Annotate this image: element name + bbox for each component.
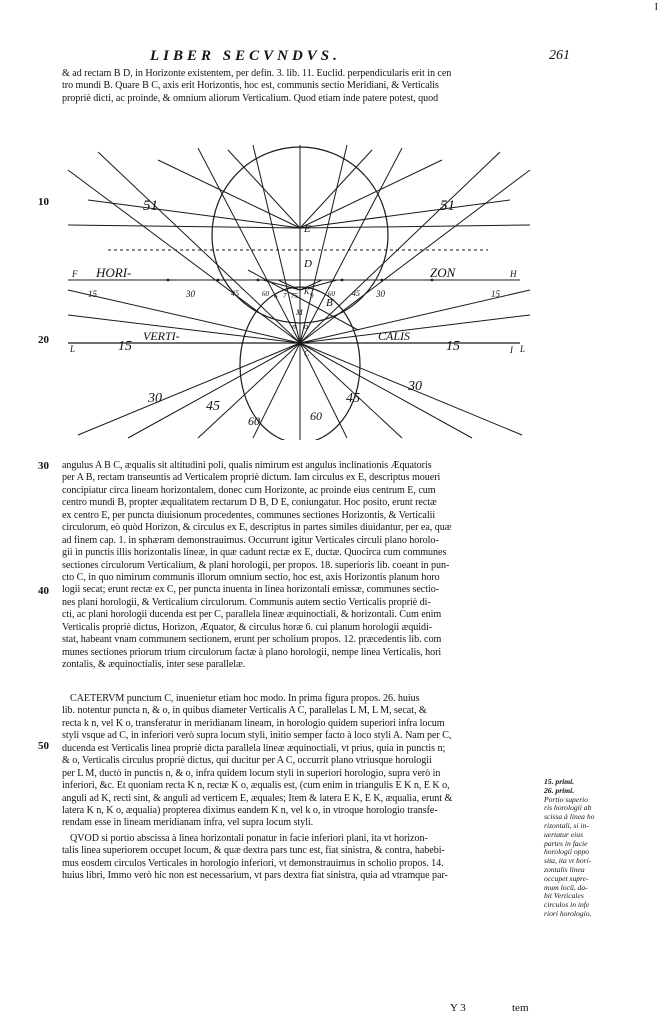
text-line: concipiatur circa lineam horizontalem, donec cum Horizonte, ac proinde eius centrum E, cum [62,484,436,496]
text-line: sectiones circulorum Verticalium, & plani horologii, per propos. 18. superioris lib. coeant in pun- [62,559,450,571]
margin-note-line: ris horologii ab [544,803,592,813]
text-line: stat, habeant vnam communem sectionem, erunt per scholium propos. 12. præcedentis lib. com [62,634,442,646]
label-t15-right: 15 [446,339,460,354]
second-paragraph [62,693,532,830]
label-60-left: 60 [262,290,269,298]
text-line: QVOD si portio abscissa à linea horizontali ponatur in facie inferiori plani, ita vt horizon- [70,833,428,844]
label-60-right: 60 [328,290,335,298]
page-number: 261 [549,48,570,63]
text-line: inferiori, &c. Et quoniam recta K n, rectæ K o, æqualis est, (cum enim in triangulis E K n, E K o, [62,780,450,792]
line-number-40: 40 [38,585,49,597]
label-i: I [510,345,513,355]
text-line: ad finem cap. 1. in sphæram demonstrauimus. Occurrunt igitur Verticales circuli plano horolo- [62,534,439,546]
label-30-right: 30 [376,289,385,299]
label-h: H [510,269,517,279]
text-line: styli vsque ad C, in inferiori verò supra locum styli, initio semper facto à loco styli A. Nam per C, [62,730,452,742]
margin-ref: 15. primi. [544,777,575,786]
label-51-left: 51 [143,198,158,214]
text-line: anguli ad K, recti sint, & anguli ad verticem E, æquales; Item & latera E K, E K, æqualia, erunt & [62,792,453,804]
text-line: tro mundi B. Quare B C, axis erit Horizontis, hoc est, communis sectio Meridiani, & Verticalis [62,80,439,92]
label-t15-left: 15 [118,339,132,354]
third-paragraph [62,833,532,883]
line-number-50: 50 [38,740,49,752]
line-number-10: 10 [38,196,49,208]
catchword: tem [512,1002,529,1014]
label-b: B [326,297,333,309]
text-line: recta k n, vel K o, transferatur in meridianam lineam, in horologio quidem superiori infra locum [62,717,445,729]
margin-note-line: zontalis linea [544,864,585,874]
label-m: M [296,308,303,317]
text-line: huius libri, Immo verò hic non est necessarium, vt pars dextra fiat sinistra, quia ad vtramque par- [62,870,448,882]
label-t60-right: 60 [310,409,322,423]
label-t45-left: 45 [206,399,220,414]
margin-note-line: riori horologio. [544,908,592,918]
text-line: centro mundi B, propter æqualitatem rectarum D B, D E, coniungatur. Hoc posito, erunt rectæ [62,497,437,509]
label-l-right: L [520,344,526,354]
label-t60-left: 60 [248,414,260,428]
text-line: nes plani horologii, & Verticalium circulorum. Communis autem sectio Verticalis propriè di- [62,596,431,608]
margin-note-line: bit Verticales [544,891,584,901]
label-k: K [304,287,310,296]
label-6: 6 [274,292,278,300]
label-n: n [292,322,296,331]
margin-note-line: occupet supre- [544,873,589,883]
text-line: lib. notentur puncta n, & o, in quibus diameter Verticalis A C, parallelas L M, L M, secat, & [62,705,427,717]
label-l-left: L [70,344,76,354]
text-line: & o, Verticalis circulus propriè dictus, qui ducitur per A C, occurrit plano vtriusque horologii [62,755,432,767]
margin-ref: 26. primi. [544,785,575,795]
label-calis: CALIS [378,329,411,343]
label-e: E [304,223,311,235]
text-line: Verticalis propriè dictus, Horizon, Æquator, & circulus horæ 6. cui planum horologii æquidi- [62,621,433,633]
label-45-left: 45 [231,289,239,298]
margin-note-line: mum locū, da- [544,882,588,892]
label-verti: VERTI- [143,329,180,343]
label-c: C [304,349,310,358]
signature-mark: Y 3 [450,1002,466,1014]
text-line: munes sectiones priorum trium circulorum factæ à plano horologii, nempe linea Verticalis, hori [62,646,442,658]
margin-note-line: sita, ita vt hori- [544,856,592,866]
label-d: D [304,258,312,270]
margin-note-line: horologii oppo [544,847,590,857]
text-line: logii secat; erunt rectæ ex C, per puncta inuenta in linea horizontali emissæ, communes sectio- [62,584,440,596]
label-7: 7 [283,292,287,300]
text-line: mus eosdem circulos Verticales in horologio inferiori, vt demonstrauimus in scholio propos. 14. [62,857,444,869]
text-line: latera K n, K o, æqualia) propterea diximus eandem K n, vel k o, in vtroque horologio transfe- [62,804,438,816]
text-line: circulorum, eò quòd Horizon, & circulus ex E, descriptus in partes similes diuidantur, per ea, quæ [62,522,452,534]
label-hori: HORI- [96,265,132,280]
text-line: CAETERVM punctum C, inuenietur etiam hoc modo. In prima figura propos. 26. huius [70,693,420,704]
text-line: per A B, rectam transeuntis ad Verticalem propriè dictum. Iam circulus ex E, descriptus moueri [62,472,441,484]
margin-note-line: circulos in infe [544,900,590,910]
label-75: 75 [291,292,298,300]
text-line: cto C, in quo nimirum communis illorum omnium sectio, hoc est, axis Horizontis planum horo [62,571,440,583]
intro-paragraph [62,68,532,105]
margin-note [544,778,624,919]
margin-note-line: Portio superio [544,794,589,804]
label-f: F [72,269,78,279]
margin-note-line: rizontali, si in- [544,820,589,830]
text-line: gii in punctis illis horizontalis lineæ, in quæ cadunt rectæ ex E, ductæ. Quocirca cum communes [62,547,447,559]
text-line: per L M, ductò in punctis n, & o, infra quidem locum styli in superiori horologio, supra verò in [62,767,441,779]
label-15-left: 15 [88,289,97,299]
label-t30-right: 30 [408,379,422,394]
label-t45-right: 45 [346,391,360,406]
label-9: 9 [310,292,314,300]
text-line: cti, ac plani horologii ducenda est per C, parallela lineæ æquinoctiali, & horizontali. Cum enim [62,609,442,621]
top-mark: I [654,2,658,13]
main-paragraph [62,460,532,671]
text-line: ex centro E, per puncta diuisionum procedentes, communes sectiones Horizontis, & Verticalii [62,509,436,521]
label-30-left: 30 [186,289,195,299]
text-line: angulus A B C, æqualis sit altitudini poli, qualis nimirum est angulus inclinationis Æquatoris [62,460,432,471]
label-51-right: 51 [440,198,455,214]
label-t30-left: 30 [148,391,162,406]
margin-note-line: scissa à linea ho [544,812,595,822]
label-zon: ZON [430,265,456,280]
margin-note-line: uertatur eius [544,829,584,839]
text-line: talis linea superiorem occupet locum, & quæ dextra pars tunc est, fiat sinistra, & contra, habebi- [62,845,445,857]
line-number-30: 30 [38,460,49,472]
text-line: rendam esse in lineam meridianam infra, vel supra locum styli. [62,817,314,829]
text-line: propriè dicti, ac proinde, & omnium aliorum Verticalium. Quod etiam inde patere potest, quod [62,92,439,104]
label-45-right: 45 [352,289,360,298]
margin-note-line: partes in facie [544,838,588,848]
text-line: zontalis, & æquinoctialis, inter sese parallelæ. [62,659,246,670]
text-line: & ad rectam B D, in Horizonte existentem, per defin. 3. lib. 11. Euclid. perpendicularis erit in cen [62,68,452,79]
running-title: LIBER SECVNDVS. [150,48,341,64]
label-15-right: 15 [491,289,500,299]
text-line: ducenda est Verticalis linea propriè dicta parallela lineæ æquinoctiali, vt prius, quia in punctis n; [62,742,446,754]
label-o: o [304,322,308,331]
page-header [150,48,570,68]
line-number-20: 20 [38,334,49,346]
gnomonic-figure [48,140,540,440]
